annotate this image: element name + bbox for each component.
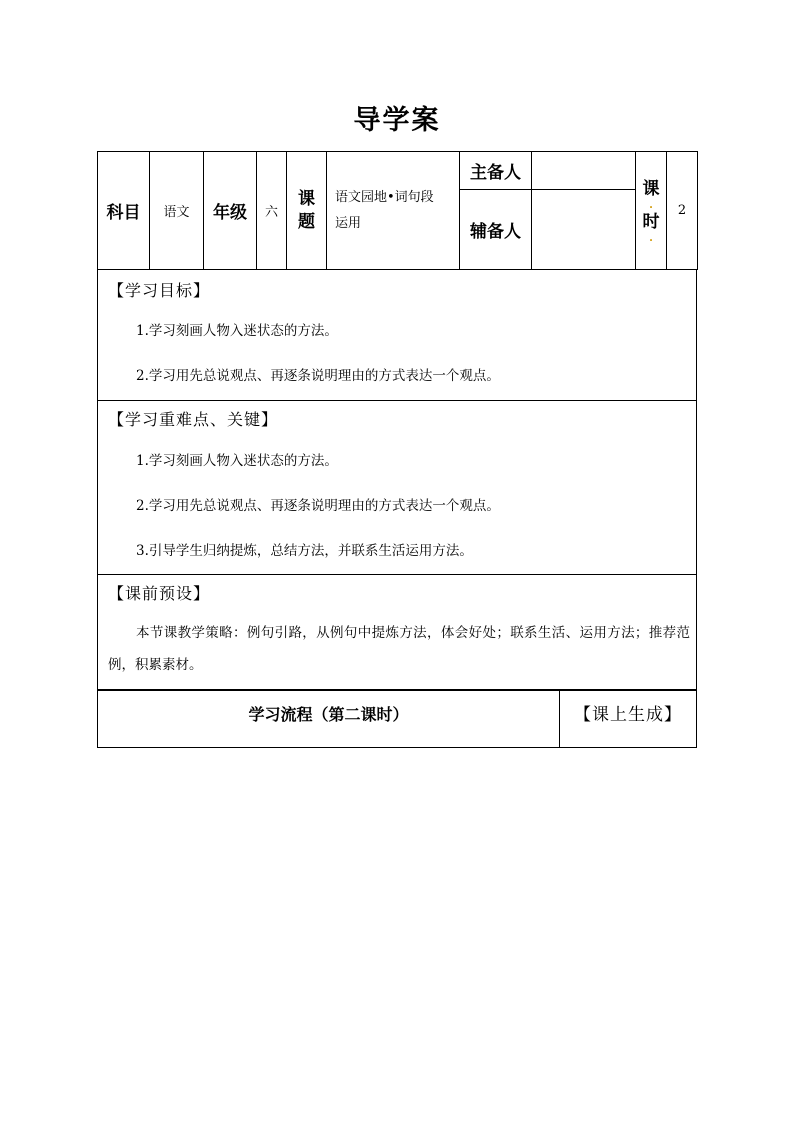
key-point-item: 3.引导学生归纳提炼，总结方法，并联系生活运用方法。 [136, 543, 473, 559]
topic-label-char-2: 题 [298, 211, 315, 232]
period-value: 2 [667, 152, 698, 270]
learning-flow-header [97, 690, 697, 748]
assistant-preparer-label: 辅备人 [460, 190, 532, 270]
period-dot-1: . [649, 199, 653, 211]
objectives-heading: 【学习目标】 [108, 281, 211, 300]
main-preparer-label: 主备人 [460, 152, 532, 190]
topic-label [287, 152, 327, 270]
subject-label: 科目 [98, 152, 150, 270]
objectives-section [97, 270, 697, 401]
main-preparer-value [532, 152, 636, 190]
grade-value: 六 [257, 152, 287, 270]
topic-value [327, 152, 460, 270]
preset-section [97, 575, 697, 690]
objective-item: 1.学习刻画人物入迷状态的方法。 [136, 323, 338, 339]
key-point-item: 2.学习用先总说观点、再逐条说明理由的方式表达一个观点。 [136, 498, 500, 514]
period-label-char-1: 课 [642, 178, 660, 199]
key-points-heading: 【学习重难点、关键】 [108, 410, 279, 429]
key-points-section [97, 401, 697, 575]
preset-heading: 【课前预设】 [108, 584, 211, 603]
page-title: 导学案 [353, 105, 441, 136]
subject-value: 语文 [150, 152, 204, 270]
preset-text: 本节课教学策略：例句引路，从例句中提炼方法，体会好处；联系生活、运用方法；推荐范例，积累素材。 [108, 625, 690, 673]
period-dot-2: . [649, 232, 653, 244]
objective-item: 2.学习用先总说观点、再逐条说明理由的方式表达一个观点。 [136, 368, 500, 384]
grade-label: 年级 [204, 152, 257, 270]
topic-value-line-2: 运用 [335, 215, 362, 231]
header-table [97, 151, 698, 270]
period-label-char-2: 时 [642, 211, 660, 232]
in-class-generation-label: 【课上生成】 [574, 705, 682, 725]
learning-flow-label: 学习流程（第二课时） [98, 691, 560, 747]
topic-value-line-1: 语文园地•词句段 [335, 189, 434, 205]
period-label [636, 152, 667, 270]
topic-label-char-1: 课 [298, 188, 315, 209]
assistant-preparer-value [532, 190, 636, 270]
key-point-item: 1.学习刻画人物入迷状态的方法。 [136, 453, 338, 469]
